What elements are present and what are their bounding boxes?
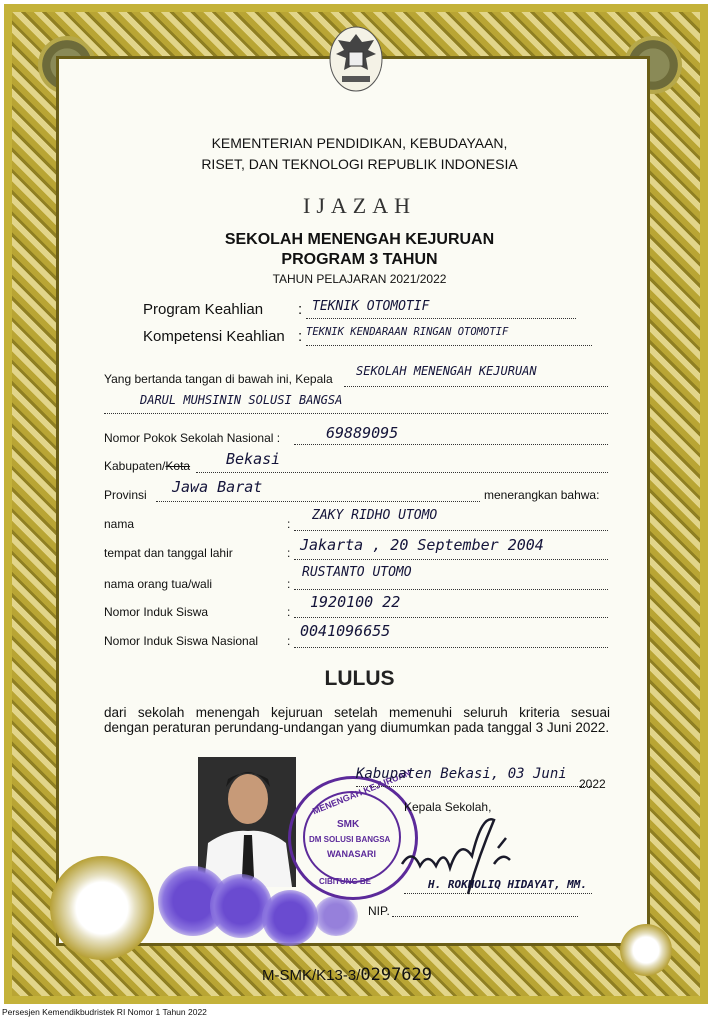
program-heading: PROGRAM 3 TAHUN	[281, 251, 438, 268]
kepala-school-name-value: DARUL MUHSININ SOLUSI BANGSA	[140, 393, 343, 407]
dotted-line	[294, 647, 608, 648]
dotted-line	[392, 916, 578, 917]
colon: :	[298, 301, 303, 318]
colon: :	[287, 577, 291, 591]
student-photo	[198, 757, 296, 887]
principal-name: H. ROKHOLIQ HIDAYAT, MM.	[428, 878, 587, 891]
kota-struck-label: Kota	[165, 459, 191, 473]
security-seal	[620, 924, 672, 976]
kompetensi-keahlian-value: TEKNIK KENDARAAN RINGAN OTOMOTIF	[306, 326, 509, 338]
ministry-line-1: KEMENTERIAN PENDIDIKAN, KEBUDAYAAN,	[211, 135, 508, 151]
dotted-line	[156, 501, 480, 502]
certificate-title: IJAZAH	[303, 193, 416, 218]
kabupaten-label: Kabupaten/Kota	[104, 459, 191, 473]
colon: :	[287, 634, 291, 648]
nis-value: 1920100 22	[310, 593, 401, 611]
dotted-line	[294, 530, 608, 531]
dotted-line	[294, 589, 608, 590]
signature-year: 2022	[579, 777, 606, 791]
program-keahlian-label: Program Keahlian	[143, 301, 264, 318]
place-date-value: Kabupaten Bekasi, 03 Juni	[356, 766, 567, 782]
orang-tua-label: nama orang tua/wali	[104, 577, 213, 591]
statement-line-2: dengan peraturan perundang-undangan yang diumumkan pada tanggal 3 Juni 2022.	[104, 720, 610, 735]
fingerprint-mark	[314, 896, 358, 936]
serial-digits: 0297629	[360, 965, 433, 985]
nisn-label: Nomor Induk Siswa Nasional	[104, 634, 259, 648]
fingerprint-mark	[262, 890, 318, 946]
dotted-line	[294, 444, 608, 445]
kabupaten-value: Bekasi	[226, 450, 281, 468]
hologram-seal	[50, 856, 154, 960]
dotted-line	[294, 617, 608, 618]
result-heading: LULUS	[324, 667, 395, 690]
orang-tua-value: RUSTANTO UTOMO	[302, 565, 412, 580]
dotted-line	[294, 559, 608, 560]
menerangkan-label: menerangkan bahwa:	[484, 488, 600, 502]
academic-year: TAHUN PELAJARAN 2021/2022	[272, 272, 447, 286]
dotted-line	[344, 386, 608, 387]
nama-label: nama	[104, 517, 135, 531]
colon: :	[287, 605, 291, 619]
kepala-school-type-value: SEKOLAH MENENGAH KEJURUAN	[356, 364, 537, 378]
stamp-school-text: DM SOLUSI BANGSA	[309, 835, 391, 844]
nis-label: Nomor Induk Siswa	[104, 605, 209, 619]
npsn-value: 69889095	[326, 424, 399, 442]
program-keahlian-value: TEKNIK OTOMOTIF	[312, 299, 430, 314]
dotted-line	[356, 786, 592, 787]
garuda-emblem-icon	[328, 24, 384, 94]
ttl-value: Jakarta , 20 September 2004	[300, 536, 544, 554]
dotted-line	[306, 318, 576, 319]
dotted-line	[196, 472, 608, 473]
stamp-top-text: MENENGAH KEJURUAN	[310, 767, 413, 817]
provinsi-label: Provinsi	[104, 488, 147, 502]
dotted-line	[104, 413, 608, 414]
nama-value: ZAKY RIDHO UTOMO	[312, 508, 438, 523]
fingerprint-mark	[210, 874, 272, 938]
nip-label: NIP.	[368, 904, 390, 918]
stamp-smk-text: SMK	[337, 819, 360, 830]
dotted-line	[404, 893, 592, 894]
npsn-label: Nomor Pokok Sekolah Nasional :	[104, 431, 281, 445]
ministry-line-2: RISET, DAN TEKNOLOGI REPUBLIK INDONESIA	[201, 156, 518, 172]
colon: :	[287, 517, 291, 531]
statement-line-1: dari sekolah menengah kejuruan setelah memenuhi seluruh kriteria sesuai	[104, 705, 610, 720]
school-type-heading: SEKOLAH MENENGAH KEJURUAN	[224, 231, 495, 248]
ttl-label: tempat dan tanggal lahir	[104, 546, 233, 560]
footer-text: Persesjen Kemendikbudristek RI Nomor 1 Tahun 2022	[2, 1007, 207, 1017]
colon: :	[298, 328, 303, 345]
stamp-bottom-text: CIBITUNG BE	[319, 877, 371, 886]
kepala-intro-label: Yang bertanda tangan di bawah ini, Kepala	[104, 372, 333, 386]
colon: :	[287, 546, 291, 560]
provinsi-value: Jawa Barat	[172, 478, 263, 496]
signature-role: Kepala Sekolah,	[404, 800, 492, 814]
serial-number: M-SMK/K13-3/0297629	[262, 965, 433, 985]
kompetensi-keahlian-label: Kompetensi Keahlian	[143, 328, 285, 345]
stamp-village-text: WANASARI	[327, 849, 376, 859]
dotted-line	[306, 345, 592, 346]
nisn-value: 0041096655	[300, 622, 391, 640]
